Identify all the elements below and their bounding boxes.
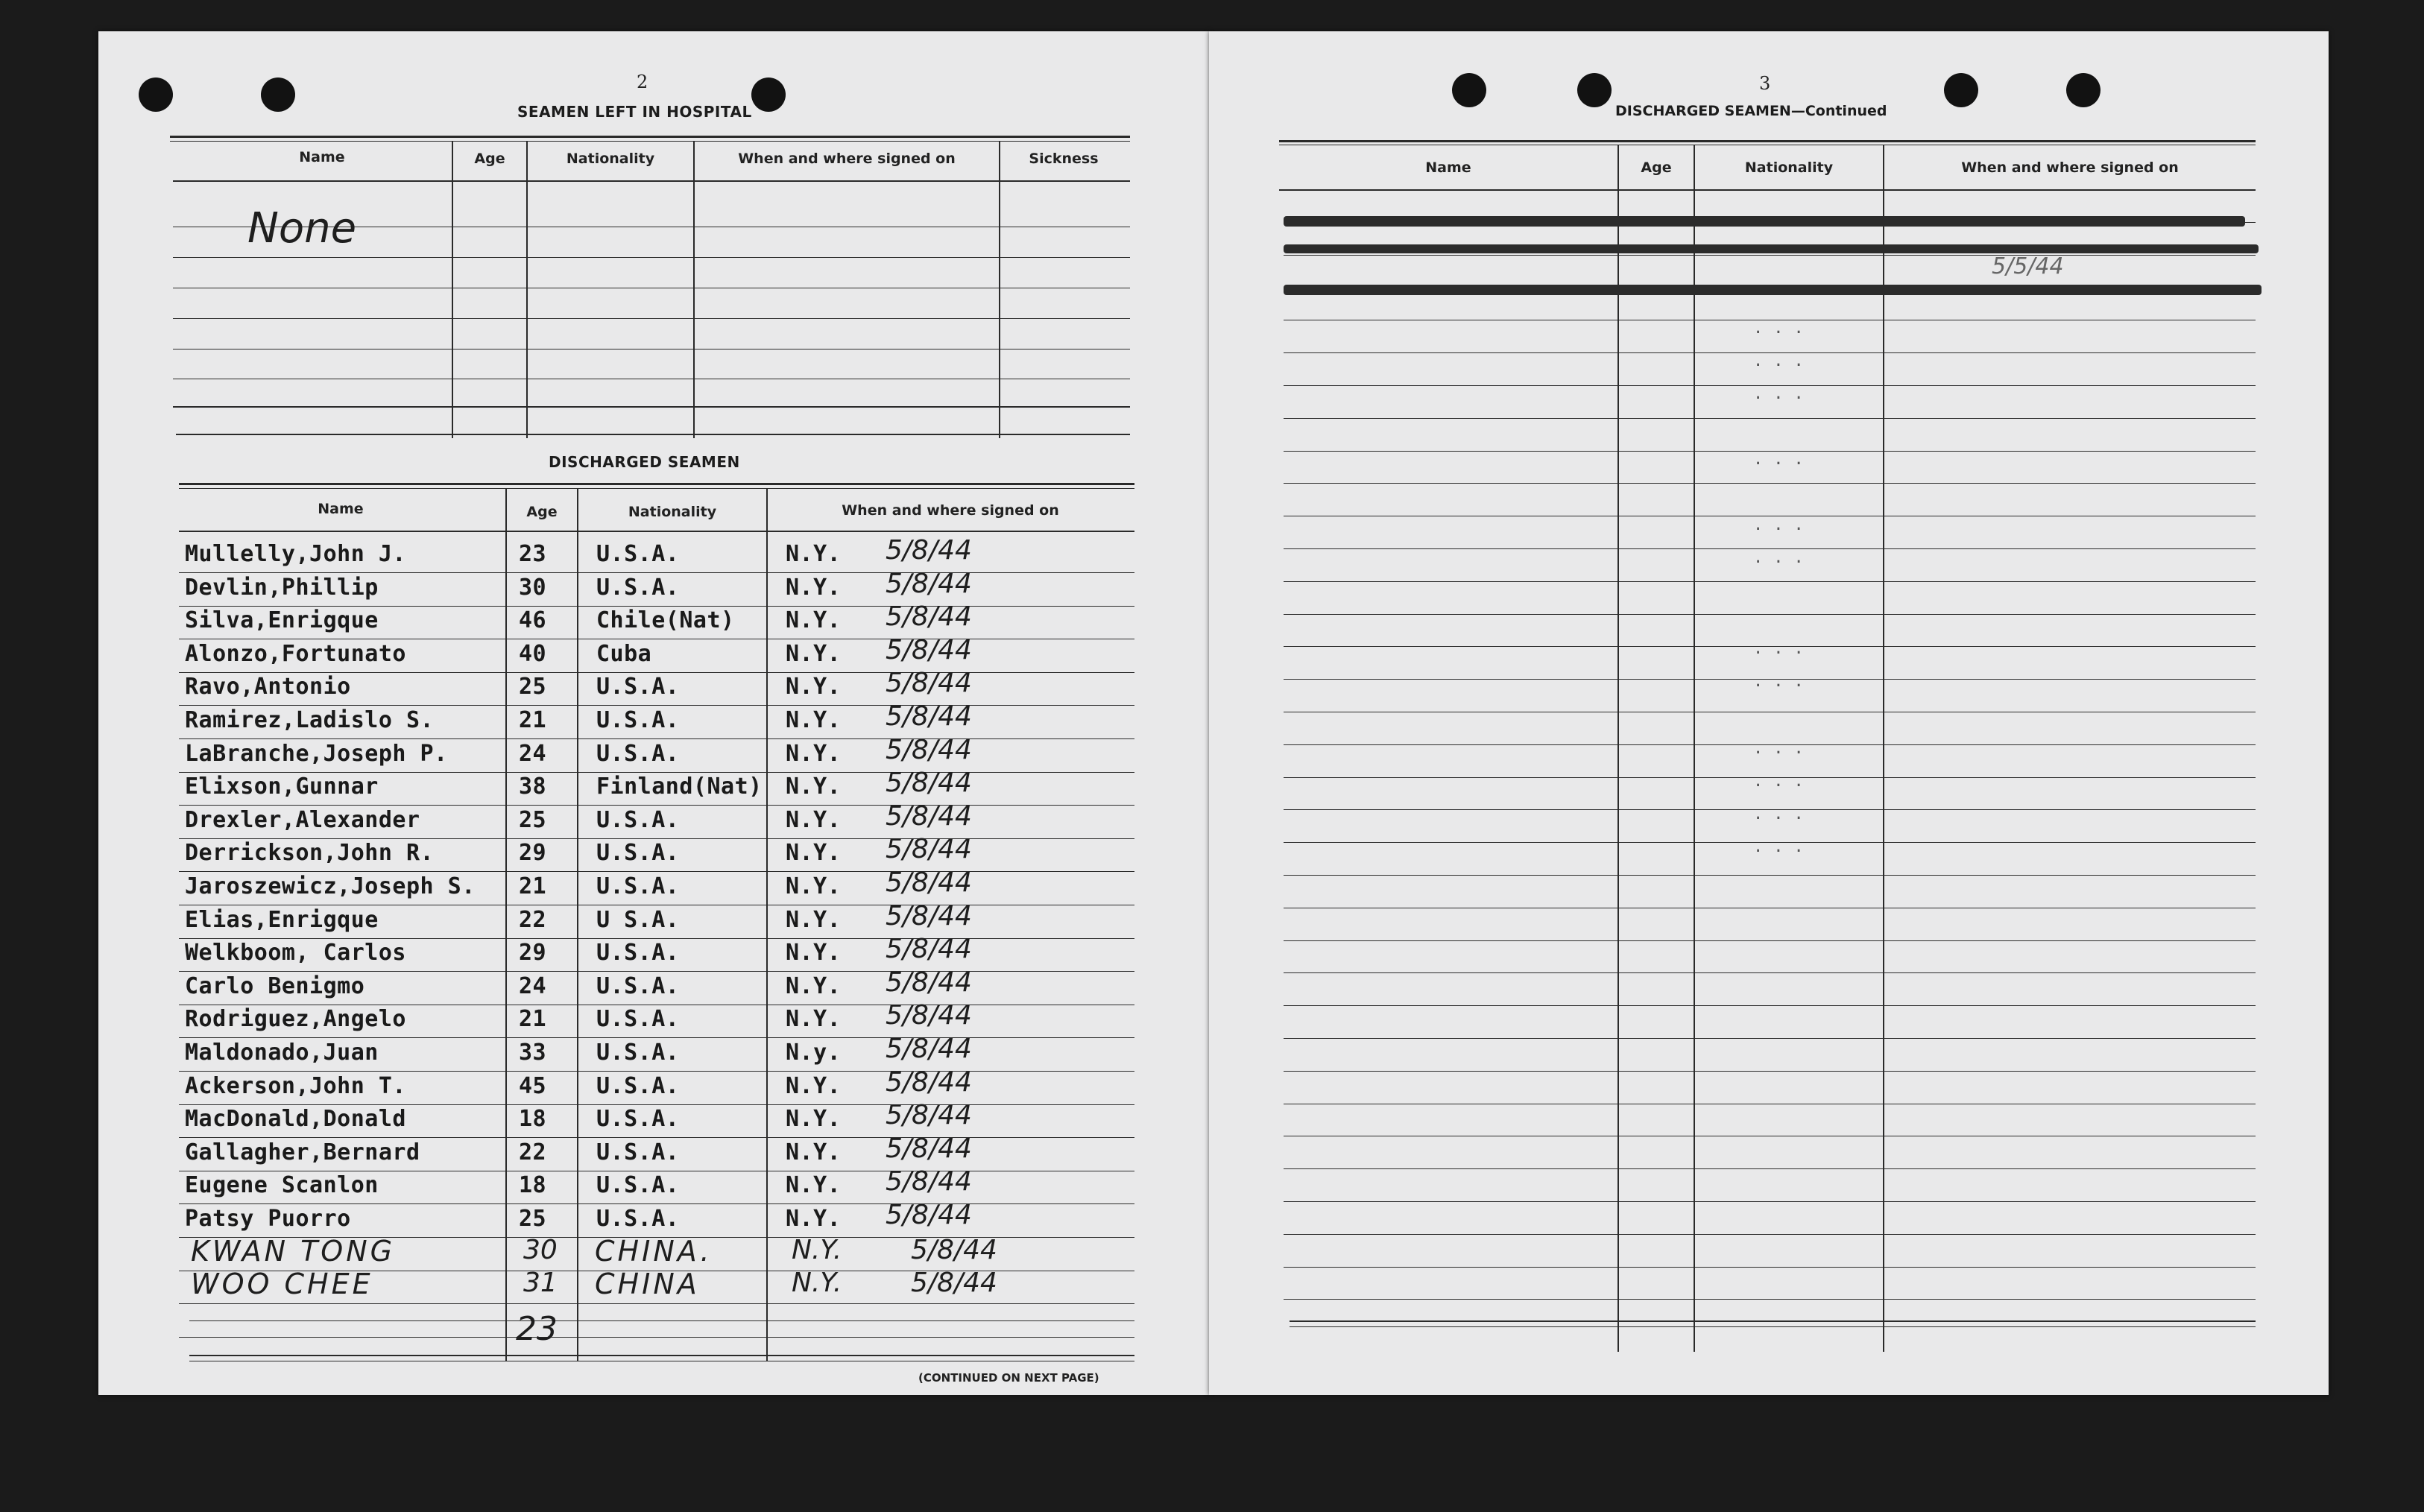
discharged-col-age: Age: [526, 504, 558, 520]
seaman-age: 33: [519, 1040, 547, 1066]
ditto-marks: ...: [1753, 772, 1814, 791]
row-rule: [179, 772, 1134, 773]
signed-on-date: 5/8/44: [886, 1000, 972, 1031]
signed-on-place: N.Y.: [792, 1268, 842, 1298]
row-rule: [179, 1203, 1134, 1204]
seaman-nationality: Cuba: [596, 641, 652, 667]
ditto-marks: ...: [1753, 805, 1814, 823]
row-rule: [1284, 875, 2256, 876]
signed-on-date: 5/8/44: [886, 1166, 972, 1197]
signed-on-place: N.Y.: [786, 1139, 842, 1165]
ditto-marks: ...: [1753, 739, 1814, 758]
seaman-name: Eugene Scanlon: [185, 1172, 379, 1198]
row-rule: [1284, 1071, 2256, 1072]
row-rule: [179, 1137, 1134, 1138]
row-rule: [1284, 1299, 2256, 1300]
seaman-nationality: U.S.A.: [596, 1040, 680, 1066]
row-rule: [1284, 1168, 2256, 1169]
right-col-signed-on: When and where signed on: [1961, 159, 2179, 176]
signed-on-date: 5/8/44: [886, 934, 972, 964]
ditto-marks: ...: [1753, 352, 1814, 370]
signed-on-place: N.Y.: [786, 541, 842, 567]
signed-on-date: 5/8/44: [886, 701, 972, 732]
seaman-name: Alonzo,Fortunato: [185, 641, 406, 667]
seaman-age: 25: [519, 1206, 547, 1232]
seaman-nationality: U.S.A.: [596, 575, 680, 601]
seaman-name: Derrickson,John R.: [185, 840, 435, 866]
seaman-age: 25: [519, 674, 547, 700]
signed-on-date: 5/8/44: [911, 1268, 997, 1298]
seaman-age: 29: [519, 840, 547, 866]
row-rule: [179, 938, 1134, 939]
punch-hole: [139, 78, 173, 112]
ditto-marks: ...: [1753, 838, 1814, 856]
signed-on-date: 5/8/44: [886, 834, 972, 864]
row-rule: [179, 971, 1134, 972]
signed-on-place: N.Y.: [786, 1106, 842, 1132]
seaman-name: Patsy Puorro: [185, 1206, 351, 1232]
hospital-entry-none: None: [247, 204, 357, 253]
row-rule: [1284, 581, 2256, 582]
row-rule: [1284, 1234, 2256, 1235]
signed-on-date: 5/8/44: [886, 1200, 972, 1230]
row-rule: [179, 1104, 1134, 1105]
seaman-name: Ramirez,Ladislo S.: [185, 707, 435, 733]
seaman-nationality: Chile(Nat): [596, 607, 735, 633]
seaman-age: 24: [519, 973, 547, 999]
signed-on-place: N.Y.: [786, 607, 842, 633]
punch-hole: [751, 78, 786, 112]
seaman-name: Mullelly,John J.: [185, 541, 406, 567]
seaman-age: 30: [519, 575, 547, 601]
seaman-nationality: U.S.A.: [596, 1172, 680, 1198]
row-rule: [179, 838, 1134, 839]
hospital-col-nationality: Nationality: [566, 151, 655, 167]
seaman-age: 23: [519, 541, 547, 567]
seaman-nationality: U.S.A.: [596, 1073, 680, 1099]
seaman-nationality: U.S.A.: [596, 807, 680, 833]
seaman-name: Gallagher,Bernard: [185, 1139, 420, 1165]
row-rule: [179, 738, 1134, 739]
signed-on-place: N.Y.: [786, 674, 842, 700]
seaman-age: 30: [523, 1235, 558, 1265]
hospital-col-sickness: Sickness: [1029, 151, 1099, 167]
right-col-name: Name: [1425, 159, 1471, 176]
seaman-name: KWAN TONG: [191, 1235, 396, 1268]
discharged-col-name: Name: [318, 501, 364, 517]
seaman-nationality: U.S.A.: [596, 1006, 680, 1032]
signed-on-date: 5/8/44: [886, 569, 972, 599]
signed-on-place: N.Y.: [786, 575, 842, 601]
seaman-nationality: CHINA.: [595, 1235, 713, 1268]
seaman-age: 40: [519, 641, 547, 667]
ditto-marks: ...: [1753, 548, 1814, 567]
seaman-nationality: U.S.A.: [596, 1106, 680, 1132]
seaman-name: Elias,Enrigque: [185, 907, 379, 933]
seaman-name: Silva,Enrigque: [185, 607, 379, 633]
seaman-name: Maldonado,Juan: [185, 1040, 379, 1066]
seaman-age: 45: [519, 1073, 547, 1099]
signed-on-place: N.Y.: [786, 807, 842, 833]
page-number: 2: [637, 72, 648, 92]
signed-on-place: N.Y.: [786, 1073, 842, 1099]
ditto-marks: ...: [1753, 672, 1814, 691]
total-count: 23: [516, 1310, 558, 1348]
seaman-age: 29: [519, 940, 547, 966]
ditto-marks: ...: [1753, 385, 1814, 403]
continued-note: (CONTINUED ON NEXT PAGE): [918, 1371, 1099, 1385]
seaman-name: LaBranche,Joseph P.: [185, 741, 448, 767]
struck-date: 5/5/44: [1992, 253, 2064, 279]
seaman-age: 21: [519, 707, 547, 733]
discharged-col-nationality: Nationality: [628, 504, 717, 520]
seaman-age: 46: [519, 607, 547, 633]
seaman-name: WOO CHEE: [191, 1268, 373, 1300]
seaman-age: 21: [519, 1006, 547, 1032]
seaman-name: Ravo,Antonio: [185, 674, 351, 700]
strike-line: [1284, 244, 2259, 253]
row-rule: [1284, 614, 2256, 615]
signed-on-date: 5/8/44: [886, 668, 972, 698]
seaman-age: 31: [523, 1268, 558, 1298]
hospital-section-title: SEAMEN LEFT IN HOSPITAL: [517, 103, 752, 121]
row-rule: [1284, 1267, 2256, 1268]
row-rule: [1284, 1005, 2256, 1006]
seaman-age: 18: [519, 1172, 547, 1198]
hospital-col-age: Age: [474, 151, 505, 167]
signed-on-date: 5/8/44: [886, 1067, 972, 1098]
signed-on-place: N.Y.: [786, 1206, 842, 1232]
row-rule: [179, 1037, 1134, 1038]
discharged-section-title: DISCHARGED SEAMEN: [549, 453, 740, 471]
signed-on-place: N.Y.: [792, 1235, 842, 1265]
signed-on-date: 5/8/44: [886, 768, 972, 798]
row-rule: [179, 871, 1134, 872]
row-rule: [179, 805, 1134, 806]
row-rule: [179, 572, 1134, 573]
seaman-age: 22: [519, 1139, 547, 1165]
strike-line: [1284, 216, 2245, 227]
seaman-name: Rodriguez,Angelo: [185, 1006, 406, 1032]
signed-on-place: N.Y.: [786, 1172, 842, 1198]
seaman-age: 22: [519, 907, 547, 933]
seaman-nationality: U.S.A.: [596, 873, 680, 899]
seaman-nationality: U.S.A.: [596, 1139, 680, 1165]
row-rule: [179, 1337, 1134, 1338]
signed-on-place: N.Y.: [786, 1006, 842, 1032]
right-section-title: DISCHARGED SEAMEN—Continued: [1615, 103, 1887, 119]
seaman-name: Devlin,Phillip: [185, 575, 379, 601]
signed-on-place: N.Y.: [786, 774, 842, 800]
right-col-nationality: Nationality: [1744, 159, 1834, 176]
seaman-nationality: U.S.A.: [596, 707, 680, 733]
hospital-col-name: Name: [299, 149, 345, 165]
strike-line: [1284, 285, 2262, 295]
seaman-nationality: U.S.A.: [596, 674, 680, 700]
punch-hole: [1577, 73, 1612, 107]
seaman-age: 18: [519, 1106, 547, 1132]
ditto-marks: ...: [1753, 319, 1814, 338]
signed-on-date: 5/8/44: [886, 535, 972, 566]
seaman-nationality: U.S.A.: [596, 840, 680, 866]
signed-on-place: N.Y.: [786, 940, 842, 966]
punch-hole: [2066, 73, 2101, 107]
ditto-marks: ...: [1753, 639, 1814, 658]
right-col-age: Age: [1641, 159, 1672, 176]
row-rule: [1284, 1201, 2256, 1202]
signed-on-place: N.Y.: [786, 873, 842, 899]
row-rule: [179, 606, 1134, 607]
row-rule: [1284, 418, 2256, 419]
seaman-age: 25: [519, 807, 547, 833]
seaman-name: Carlo Benigmo: [185, 973, 365, 999]
seaman-nationality: Finland(Nat): [596, 774, 763, 800]
ditto-marks: ...: [1753, 516, 1814, 534]
seaman-nationality: U.S.A.: [596, 940, 680, 966]
hospital-col-signed-on: When and where signed on: [738, 151, 956, 167]
punch-hole: [1452, 73, 1486, 107]
signed-on-place: N.y.: [786, 1040, 842, 1066]
discharged-col-signed-on: When and where signed on: [842, 502, 1059, 519]
row-rule: [179, 672, 1134, 673]
signed-on-date: 5/8/44: [886, 1100, 972, 1130]
seaman-nationality: U.S.A.: [596, 1206, 680, 1232]
page-number: 3: [1759, 73, 1771, 94]
signed-on-date: 5/8/44: [886, 901, 972, 931]
signed-on-date: 5/8/44: [886, 601, 972, 632]
signed-on-place: N.Y.: [786, 741, 842, 767]
signed-on-place: N.Y.: [786, 907, 842, 933]
signed-on-date: 5/8/44: [911, 1235, 997, 1265]
signed-on-date: 5/8/44: [886, 635, 972, 665]
row-rule: [179, 705, 1134, 706]
signed-on-date: 5/8/44: [886, 867, 972, 898]
row-rule: [1284, 483, 2256, 484]
signed-on-date: 5/8/44: [886, 1133, 972, 1164]
seaman-name: Elixson,Gunnar: [185, 774, 379, 800]
signed-on-date: 5/8/44: [886, 967, 972, 998]
signed-on-date: 5/8/44: [886, 801, 972, 832]
seaman-name: MacDonald,Donald: [185, 1106, 406, 1132]
left-page: [98, 31, 1209, 1395]
row-rule: [1284, 972, 2256, 973]
seaman-name: Ackerson,John T.: [185, 1073, 406, 1099]
seaman-age: 24: [519, 741, 547, 767]
seaman-nationality: U.S.A.: [596, 973, 680, 999]
signed-on-place: N.Y.: [786, 840, 842, 866]
seaman-name: Jaroszewicz,Joseph S.: [185, 873, 476, 899]
signed-on-place: N.Y.: [786, 973, 842, 999]
punch-hole: [1944, 73, 1978, 107]
row-rule: [179, 1303, 1134, 1304]
signed-on-place: N.Y.: [786, 707, 842, 733]
row-rule: [1284, 255, 2256, 256]
seaman-nationality: U S.A.: [596, 907, 680, 933]
signed-on-date: 5/8/44: [886, 735, 972, 765]
seaman-age: 38: [519, 774, 547, 800]
seaman-age: 21: [519, 873, 547, 899]
right-page: [1209, 31, 2329, 1395]
row-rule: [1284, 1038, 2256, 1039]
ditto-marks: ...: [1753, 450, 1814, 469]
seaman-nationality: U.S.A.: [596, 541, 680, 567]
row-rule: [1284, 940, 2256, 941]
row-rule: [179, 1071, 1134, 1072]
seaman-name: Welkboom, Carlos: [185, 940, 406, 966]
seaman-nationality: CHINA: [595, 1268, 700, 1300]
signed-on-date: 5/8/44: [886, 1034, 972, 1064]
seaman-nationality: U.S.A.: [596, 741, 680, 767]
punch-hole: [261, 78, 295, 112]
seaman-name: Drexler,Alexander: [185, 807, 420, 833]
signed-on-place: N.Y.: [786, 641, 842, 667]
